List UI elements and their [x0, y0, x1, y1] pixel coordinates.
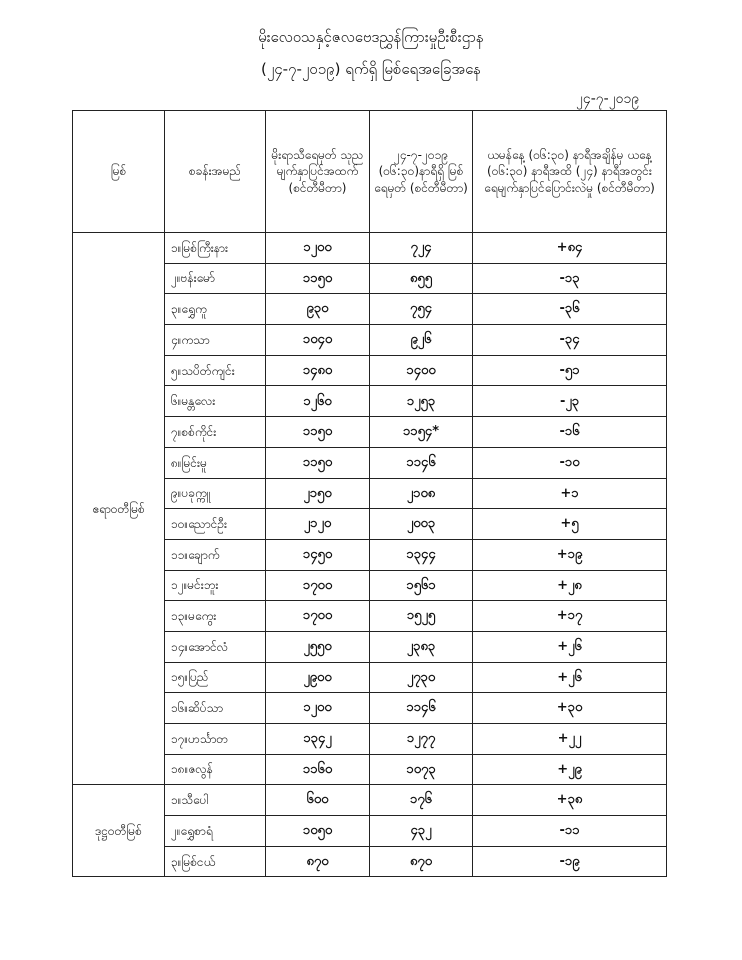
current-level: ၂၀၀၃ — [370, 509, 473, 540]
table-body — [73, 233, 667, 877]
level-change: +၁၉ — [473, 539, 667, 570]
base-level: ၁၂၀၀ — [266, 233, 370, 264]
table-row — [73, 785, 667, 816]
base-level: ၁၁၅၀ — [266, 417, 370, 448]
current-level: ၁၄၀၀ — [370, 355, 473, 386]
river-name: ဧရာဝတီမြစ် — [73, 233, 165, 785]
current-level: ၈၇၀ — [370, 846, 473, 877]
current-level: ၁၂၇၇ — [370, 724, 473, 755]
base-level: ၁၀၅၀ — [266, 816, 370, 847]
station-name: ၁၂။မင်းဘူး — [165, 570, 266, 601]
current-level: ၁၇၆ — [370, 785, 473, 816]
current-level: ၄၃၂ — [370, 816, 473, 847]
station-name: ၉။ပခုက္ကူ — [165, 478, 266, 509]
level-change: +၅ — [473, 509, 667, 540]
base-level: ၁၂၀၀ — [266, 693, 370, 724]
col-header-base-level: မိုးရာသီရေမှတ် သုညမျက်နှာပြင်အထက် (စင်တီမီတာ) — [266, 111, 370, 233]
base-level: ၁၇၀၀ — [266, 570, 370, 601]
base-level: ၁၀၄၀ — [266, 325, 370, 356]
current-level: ၇၅၄ — [370, 294, 473, 325]
station-name: ၂။ဗန်းမော် — [165, 263, 266, 294]
base-level: ၁၁၅၀ — [266, 263, 370, 294]
level-change: +၁၇ — [473, 601, 667, 632]
station-name: ၁၅။ပြည် — [165, 662, 266, 693]
current-level: ၁၅၆၁ — [370, 570, 473, 601]
report-date: ၂၄-၇-၂၀၁၉ — [576, 91, 640, 107]
level-change: -၂၃ — [473, 386, 667, 417]
level-change: +၂၂ — [473, 724, 667, 755]
base-level: ၁၇၀၀ — [266, 601, 370, 632]
base-level: ၁၁၆၀ — [266, 754, 370, 785]
station-name: ၈။မြင်းမူ — [165, 447, 266, 478]
level-change: -၅၁ — [473, 355, 667, 386]
level-change: -၁၆ — [473, 417, 667, 448]
current-level: ၁၂၅၃ — [370, 386, 473, 417]
station-name: ၁၈။ဇလွန် — [165, 754, 266, 785]
station-name: ၁၃။မကွေး — [165, 601, 266, 632]
base-level: ၂၉၀၀ — [266, 662, 370, 693]
level-change: -၁၃ — [473, 263, 667, 294]
current-level: ၇၂၄ — [370, 233, 473, 264]
current-level: ၁၁၄၆ — [370, 447, 473, 478]
col-header-24h-change: ယမန်နေ့ (၀၆:၃၀) နာရီအချိန်မှ ယနေ့ (၀၆:၃၀) နာရီအထိ (၂၄) နာရီအတွင်း ရေမျက်နှာပြင်ပြောင်းလဲမှု (စင်တီမီတာ) — [473, 111, 667, 233]
base-level: ၂၁၅၀ — [266, 478, 370, 509]
level-change: -၁၁ — [473, 816, 667, 847]
station-name: ၁၆။ဆိပ်သာ — [165, 693, 266, 724]
col-header-river: မြစ် — [73, 111, 165, 233]
base-level: ၆၀၀ — [266, 785, 370, 816]
station-name: ၁။သီပေါ — [165, 785, 266, 816]
station-name: ၁၁။ချောက် — [165, 539, 266, 570]
level-change: +၂၉ — [473, 754, 667, 785]
base-level: ၁၂၆၀ — [266, 386, 370, 417]
level-change: +၂၆ — [473, 662, 667, 693]
base-level: ၁၃၄၂ — [266, 724, 370, 755]
level-change: -၃၄ — [473, 325, 667, 356]
station-name: ၇။စစ်ကိုင်း — [165, 417, 266, 448]
level-change: -၃၆ — [473, 294, 667, 325]
level-change: +၈၄ — [473, 233, 667, 264]
base-level: ၈၇၀ — [266, 846, 370, 877]
station-name: ၁၀။ညောင်ဦး — [165, 509, 266, 540]
level-change: +၃၈ — [473, 785, 667, 816]
river-name: ဒုဋ္ဌဝတီမြစ် — [73, 785, 165, 877]
col-header-current-level: ၂၄-၇-၂၀၁၉ (၀၆:၃၀)နာရီရှိ မြစ်ရေမှတ် (စင်တီမီတာ) — [370, 111, 473, 233]
station-name: ၁။မြစ်ကြီးနား — [165, 233, 266, 264]
current-level: ၂၃၈၃ — [370, 631, 473, 662]
station-name: ၅။သပိတ်ကျင်း — [165, 355, 266, 386]
current-level: ၁၅၂၅ — [370, 601, 473, 632]
station-name: ၄။ကသာ — [165, 325, 266, 356]
current-level: ၂၁၀၈ — [370, 478, 473, 509]
current-level: ၂၇၃၀ — [370, 662, 473, 693]
base-level: ၁၄၅၀ — [266, 539, 370, 570]
page-subtitle: (၂၄-၇-၂၀၁၉) ရက်ရှိ မြစ်ရေအခြေအနေ — [260, 60, 482, 78]
table-row — [73, 233, 667, 264]
river-level-table — [72, 110, 667, 877]
current-level: ၁၃၄၄ — [370, 539, 473, 570]
station-name: ၆။မန္တလေး — [165, 386, 266, 417]
station-name: ၁၄။အောင်လံ — [165, 631, 266, 662]
base-level: ၉၃၀ — [266, 294, 370, 325]
base-level: ၂၅၅၀ — [266, 631, 370, 662]
col-header-station: စခန်းအမည် — [165, 111, 266, 233]
page-title: မိုးလေဝသနှင့်ဇလဗေဒညွှန်ကြားမှုဦးစီးဌာန — [258, 28, 484, 46]
table-header-row — [73, 111, 667, 233]
level-change: +၃၀ — [473, 693, 667, 724]
level-change: +၂၈ — [473, 570, 667, 601]
base-level: ၁၄၈၀ — [266, 355, 370, 386]
level-change: +၁ — [473, 478, 667, 509]
level-change: -၁၀ — [473, 447, 667, 478]
station-name: ၂။ရွှေစာရံ — [165, 816, 266, 847]
level-change: +၂၆ — [473, 631, 667, 662]
current-level: ၈၅၅ — [370, 263, 473, 294]
base-level: ၁၁၅၀ — [266, 447, 370, 478]
base-level: ၂၁၂၀ — [266, 509, 370, 540]
level-change: -၁၉ — [473, 846, 667, 877]
current-level: ၁၀၇၃ — [370, 754, 473, 785]
station-name: ၃။ရွှေကူ — [165, 294, 266, 325]
station-name: ၃။မြစ်ငယ် — [165, 846, 266, 877]
station-name: ၁၇။ဟင်္သာတ — [165, 724, 266, 755]
current-level: ၁၁၄၆ — [370, 693, 473, 724]
current-level: ၉၂၆ — [370, 325, 473, 356]
current-level: ၁၁၅၄* — [370, 417, 473, 448]
